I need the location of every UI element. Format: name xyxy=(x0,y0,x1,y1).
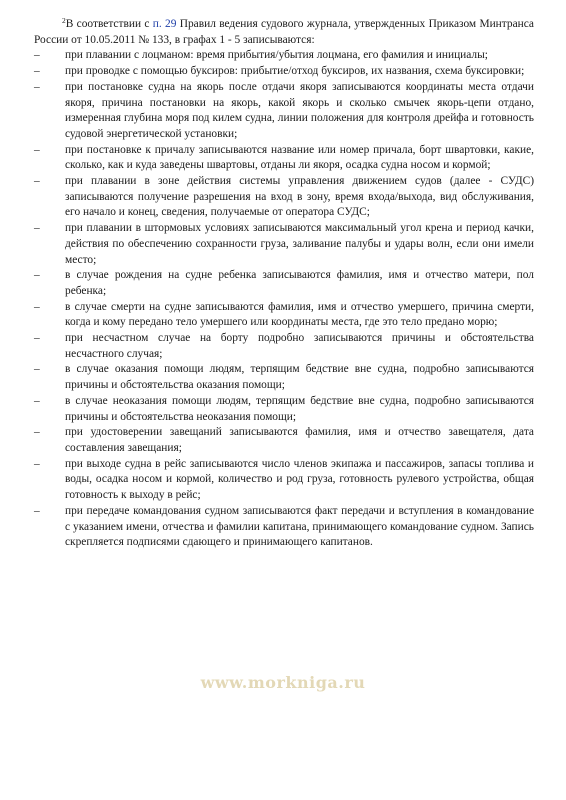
dash-bullet: – xyxy=(34,300,40,313)
list-item-text: при передаче командования судном записываются факт передачи и вступления в командование с указанием имени, отчества и фамилии капитана, принимающего командование судном. Запись скрепляется подписями сдающего и принимающего капитанов. xyxy=(65,504,534,549)
journal-entries-list xyxy=(34,48,534,551)
list-item-text: при несчастном случае на борту подробно записываются причины и обстоятельства несчастного случая; xyxy=(65,332,534,360)
dash-bullet: – xyxy=(34,504,40,517)
list-item-text: при постановке судна на якорь после отдачи якоря записываются координаты места отдачи якоря, причина постановки на якорь, какой якорь и сколько смычек якорь-цепи отдано, измеренная глубина моря под килем судна, линии положения для контроля дрейфа и готовность судовой энергетической установки; xyxy=(65,80,534,140)
list-item xyxy=(34,174,534,221)
regulation-clause-link[interactable]: п. 29 xyxy=(152,18,177,30)
site-watermark: www.morkniga.ru xyxy=(200,673,366,692)
list-item-text: при выходе судна в рейс записываются число членов экипажа и пассажиров, запасы топлива и воды, осадка носом и кормой, количество и род груза, готовность рулевого устройства, общая готовность к выходу в рейс; xyxy=(65,457,534,502)
list-item xyxy=(34,268,534,299)
list-item-text: при удостоверении завещаний записываются фамилия, имя и отчество завещателя, дата составления завещания; xyxy=(65,426,534,454)
dash-bullet: – xyxy=(34,394,40,407)
list-item-text: в случае рождения на судне ребенка записываются фамилия, имя и отчество матери, пол ребенка; xyxy=(65,269,534,297)
list-item xyxy=(34,394,534,425)
dash-bullet: – xyxy=(34,457,40,470)
dash-bullet: – xyxy=(34,65,40,78)
dash-bullet: – xyxy=(34,143,40,156)
dash-bullet: – xyxy=(34,175,40,188)
list-item xyxy=(34,80,534,143)
list-item-text: при плавании с лоцманом: время прибытия/убытия лоцмана, его фамилия и инициалы; xyxy=(65,49,488,62)
dash-bullet: – xyxy=(34,426,40,439)
footnote-text-before-link: В соответствии с xyxy=(65,18,153,30)
list-item-text: в случае неоказания помощи людям, терпящим бедствие вне судна, подробно записываются причины и обстоятельства неоказания помощи; xyxy=(65,394,534,423)
list-item-text: в случае оказания помощи людям, терпящим бедствие вне судна, подробно записываются причины и обстоятельства оказания помощи; xyxy=(65,363,534,392)
list-item xyxy=(34,362,534,393)
list-item xyxy=(34,331,534,362)
dash-bullet: – xyxy=(34,222,40,235)
list-item xyxy=(34,143,534,174)
list-item xyxy=(34,504,534,551)
footnote-marker: 2 xyxy=(62,16,66,25)
dash-bullet: – xyxy=(34,49,40,62)
list-item xyxy=(34,64,534,80)
document-page xyxy=(34,17,534,551)
list-item xyxy=(34,48,534,64)
dash-bullet: – xyxy=(34,332,40,345)
dash-bullet: – xyxy=(34,80,40,93)
list-item-text: при плавании в штормовых условиях записываются максимальный угол крена и период качки, действия по обеспечению сохранности груза, заливание палубы и удары волн, если они имели место; xyxy=(65,222,534,266)
list-item-text: при проводке с помощью буксиров: прибытие/отход буксиров, их названия, схема буксировки; xyxy=(65,65,525,78)
list-item xyxy=(34,457,534,504)
dash-bullet: – xyxy=(34,363,40,376)
list-item xyxy=(34,300,534,331)
dash-bullet: – xyxy=(34,269,40,282)
list-item xyxy=(34,425,534,456)
list-item xyxy=(34,221,534,268)
footnote-paragraph xyxy=(34,17,534,48)
list-item-text: при постановке к причалу записываются название или номер причала, борт швартовки, какие, сколько, как и куда заведены швартовы, отданы ли якоря, осадка судна носом и кормой; xyxy=(65,143,534,172)
footnote-text-after-link: Правил ведения судового журнала, утвержденных Приказом Минтранса России от 10.05.2011 № 133, в графах 1 - 5 записываются: xyxy=(34,18,534,46)
list-item-text: в случае смерти на судне записываются фамилия, имя и отчество умершего, причина смерти, когда и кому передано тело умершего или координаты места, где это тело предано морю; xyxy=(65,300,534,329)
list-item-text: при плавании в зоне действия системы управления движением судов (далее - СУДС) записываются получение разрешения на вход в зону, время входа/выхода, вид обслуживания, его начало и конец, сведения, получаемые от оператора СУДС; xyxy=(65,175,534,219)
